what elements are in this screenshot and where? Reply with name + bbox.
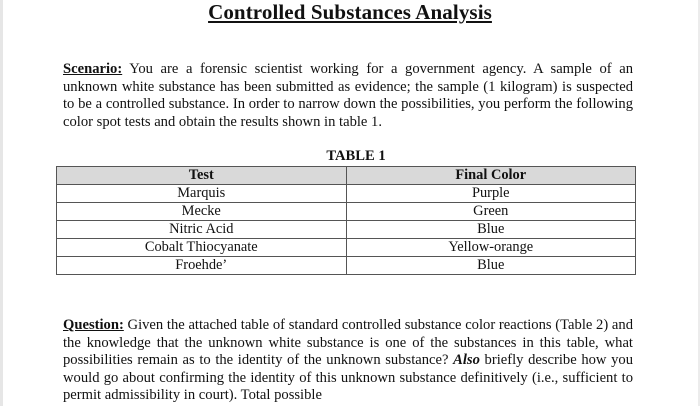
table-caption: TABLE 1 [326,148,386,164]
header-test: Test [57,167,347,185]
test-name-cell: Nitric Acid [57,221,347,239]
table-row [57,239,636,257]
scenario-text: You are a forensic scientist working for a government agency. A sample of an unknown white substance has been submitted as evidence; the sample (1 kilogram) is suspected to be a controlled substance. In order to narrow down the possibilities, you perform the following color spot tests and obtain the results shown in table 1. [63,61,633,130]
page-left-edge [0,0,3,406]
question-text-part1: Given the attached table of standard controlled substance color reactions (Table 2) and the knowledge that the unknown white substance is one of the substances in this table, what possibilities remain as to the identity of the unknown substance? [63,317,633,369]
question-emphasis: Also [453,352,480,369]
test-name-cell: Froehde’ [57,257,347,275]
final-color-cell: Purple [346,185,635,203]
table-row [57,257,636,275]
test-name-cell: Cobalt Thiocyanate [57,239,347,257]
header-final-color: Final Color [346,167,635,185]
table-header-row [57,167,636,185]
test-name-cell: Marquis [57,185,347,203]
scenario-paragraph [63,61,633,131]
results-table [56,166,636,275]
question-lead: Question: [63,317,124,333]
question-text-part2: briefly describe how you would go about confirming the identity of this unknown substance definitively (i.e., sufficient to permit admissibility in court). Total possible [63,352,634,404]
document-title: Controlled Substances Analysis [208,0,492,24]
test-name-cell: Mecke [57,203,347,221]
scenario-lead: Scenario: [63,61,123,77]
final-color-cell: Green [346,203,635,221]
final-color-cell: Blue [346,221,635,239]
table-row [57,203,636,221]
table-row [57,185,636,203]
final-color-cell: Blue [346,257,635,275]
question-paragraph [63,317,633,405]
final-color-cell: Yellow-orange [346,239,635,257]
table-row [57,221,636,239]
